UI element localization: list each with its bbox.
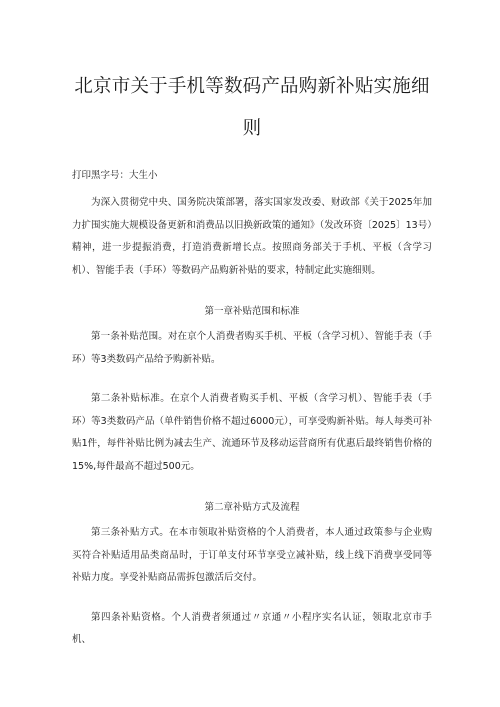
document-title: 北京市关于手机等数码产品购新补贴实施细则 <box>74 76 430 139</box>
print-code-line: 打印黑字号：大生小 <box>72 170 158 181</box>
article-2-paragraph: 第二条补贴标准。在京个人消费者购买手机、平板（含学习机）、智能手表（手环）等3类数码产品（单件销售价格不超过6000元），可享受购新补贴。每人每类可补贴1件，每件补贴比例为减去生产、流通环节及移动运营商所有优惠后最终销售价格的15%,每件最高不超过500元。 <box>72 393 432 472</box>
article-3-paragraph: 第三条补贴方式。在本市领取补贴资格的个人消费者，本人通过政策参与企业购买符合补贴适用品类商品时，于订单支付环节享受立减补贴，线上线下消费享受同等补贴力度。享受补贴商品需拆包激活后交付。 <box>72 527 432 583</box>
article-4-paragraph: 第四条补贴资格。个人消费者须通过〃京通〃小程序实名认证，领取北京市手机、 <box>72 611 432 645</box>
preamble-paragraph: 为深入贯彻党中央、国务院决策部署，落实国家发改委、财政部《关于2025年加力扩围实施大规模设备更新和消费品以旧换新政策的通知》（发改环资〔2025〕13号）精神，进一步提振消费，打造消费新增长点。按照商务部关于手机、平板（含学习机）、智能手表（手环）等数码产品购新补贴的要求，特制定此实施细则。 <box>72 197 432 276</box>
chapter-2-heading: 第二章补贴方式及流程 <box>204 502 300 513</box>
article-1-paragraph: 第一条补贴范围。对在京个人消费者购买手机、平板（含学习机）、智能手表（手环）等3类数码产品给予购新补贴。 <box>72 331 432 365</box>
chapter-1-heading: 第一章补贴范围和标准 <box>204 306 300 317</box>
